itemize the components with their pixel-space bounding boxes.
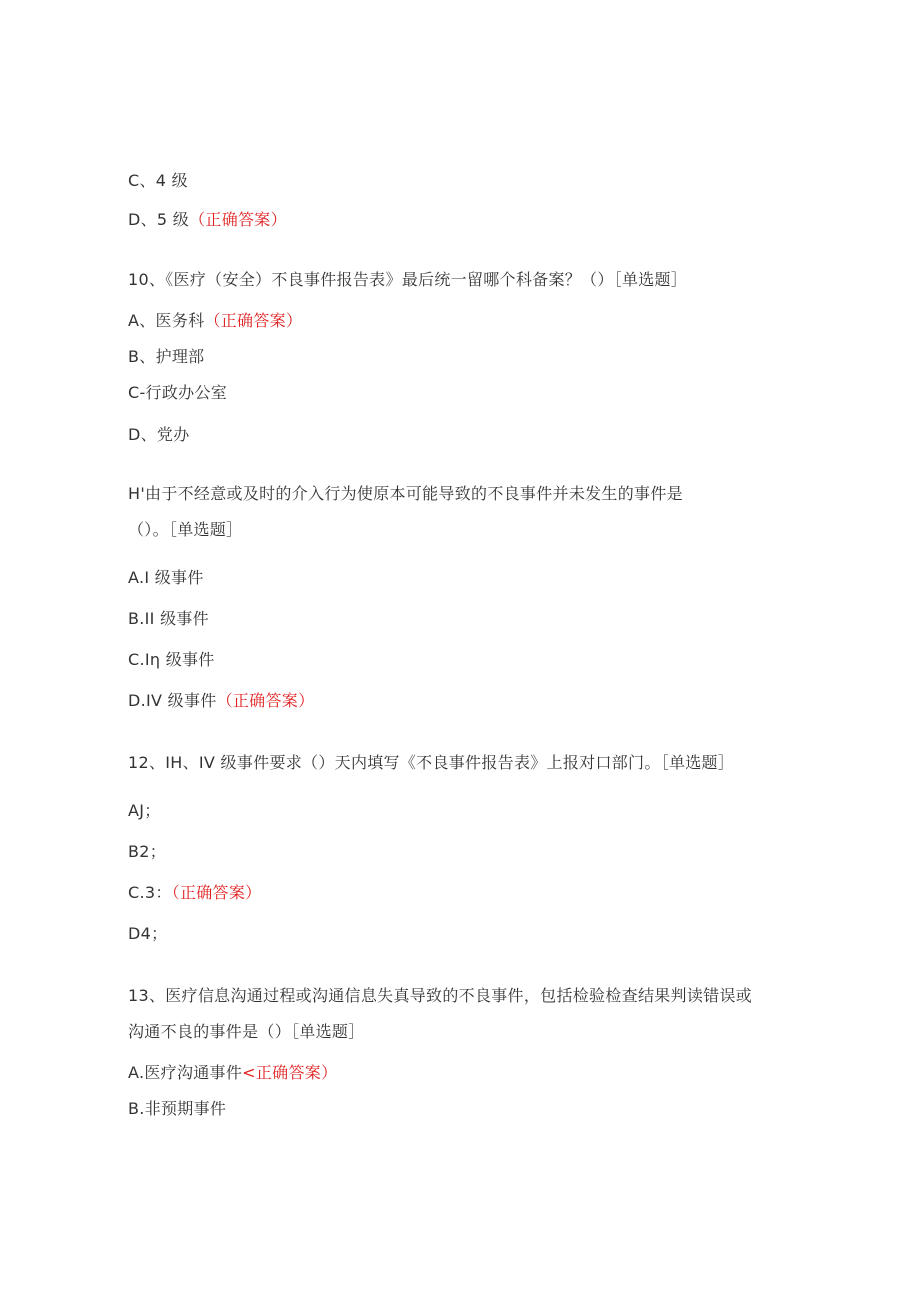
question-stem: 13、医疗信息沟通过程或沟通信息失真导致的不良事件，包括检验检查结果判读错误或	[128, 986, 753, 1005]
option-d: D4；	[128, 924, 168, 943]
option-d: D、5 级（正确答案）	[128, 210, 287, 229]
correct-answer-mark: <正确答案）	[242, 1063, 338, 1082]
correct-answer-mark: （正确答案）	[171, 883, 262, 902]
option-b: B.II 级事件	[128, 609, 209, 628]
option-c: C-行政办公室	[128, 383, 228, 402]
question-stem: 10、《医疗（安全）不良事件报告表》最后统一留哪个科备案？（）［单选题］	[128, 270, 688, 289]
option-d: D.IV 级事件（正确答案）	[128, 691, 315, 710]
option-d: D、党办	[128, 425, 190, 444]
option-a: AJ；	[128, 801, 161, 820]
question-stem: H'由于不经意或及时的介入行为使原本可能导致的不良事件并未发生的事件是	[128, 484, 683, 503]
option-b: B.非预期事件	[128, 1099, 227, 1118]
option-c: C.Iη 级事件	[128, 650, 215, 669]
correct-answer-mark: （正确答案）	[216, 691, 315, 710]
option-c: C.3：（正确答案）	[128, 883, 262, 902]
option-a: A.医疗沟通事件<正确答案）	[128, 1063, 338, 1082]
question-stem-continued: （）。［单选题］	[128, 520, 243, 539]
option-b: B、护理部	[128, 347, 205, 366]
option-a: A.I 级事件	[128, 568, 204, 587]
correct-answer-mark: （正确答案）	[204, 311, 303, 330]
option-c: C、4 级	[128, 171, 188, 190]
question-stem-continued: 沟通不良的事件是（）［单选题］	[128, 1022, 365, 1041]
option-a: A、医务科（正确答案）	[128, 311, 303, 330]
option-b: B2；	[128, 842, 167, 861]
correct-answer-mark: （正确答案）	[189, 210, 287, 229]
question-stem: 12、IH、IV 级事件要求（）天内填写《不良事件报告表》上报对口部门。［单选题］	[128, 753, 735, 772]
